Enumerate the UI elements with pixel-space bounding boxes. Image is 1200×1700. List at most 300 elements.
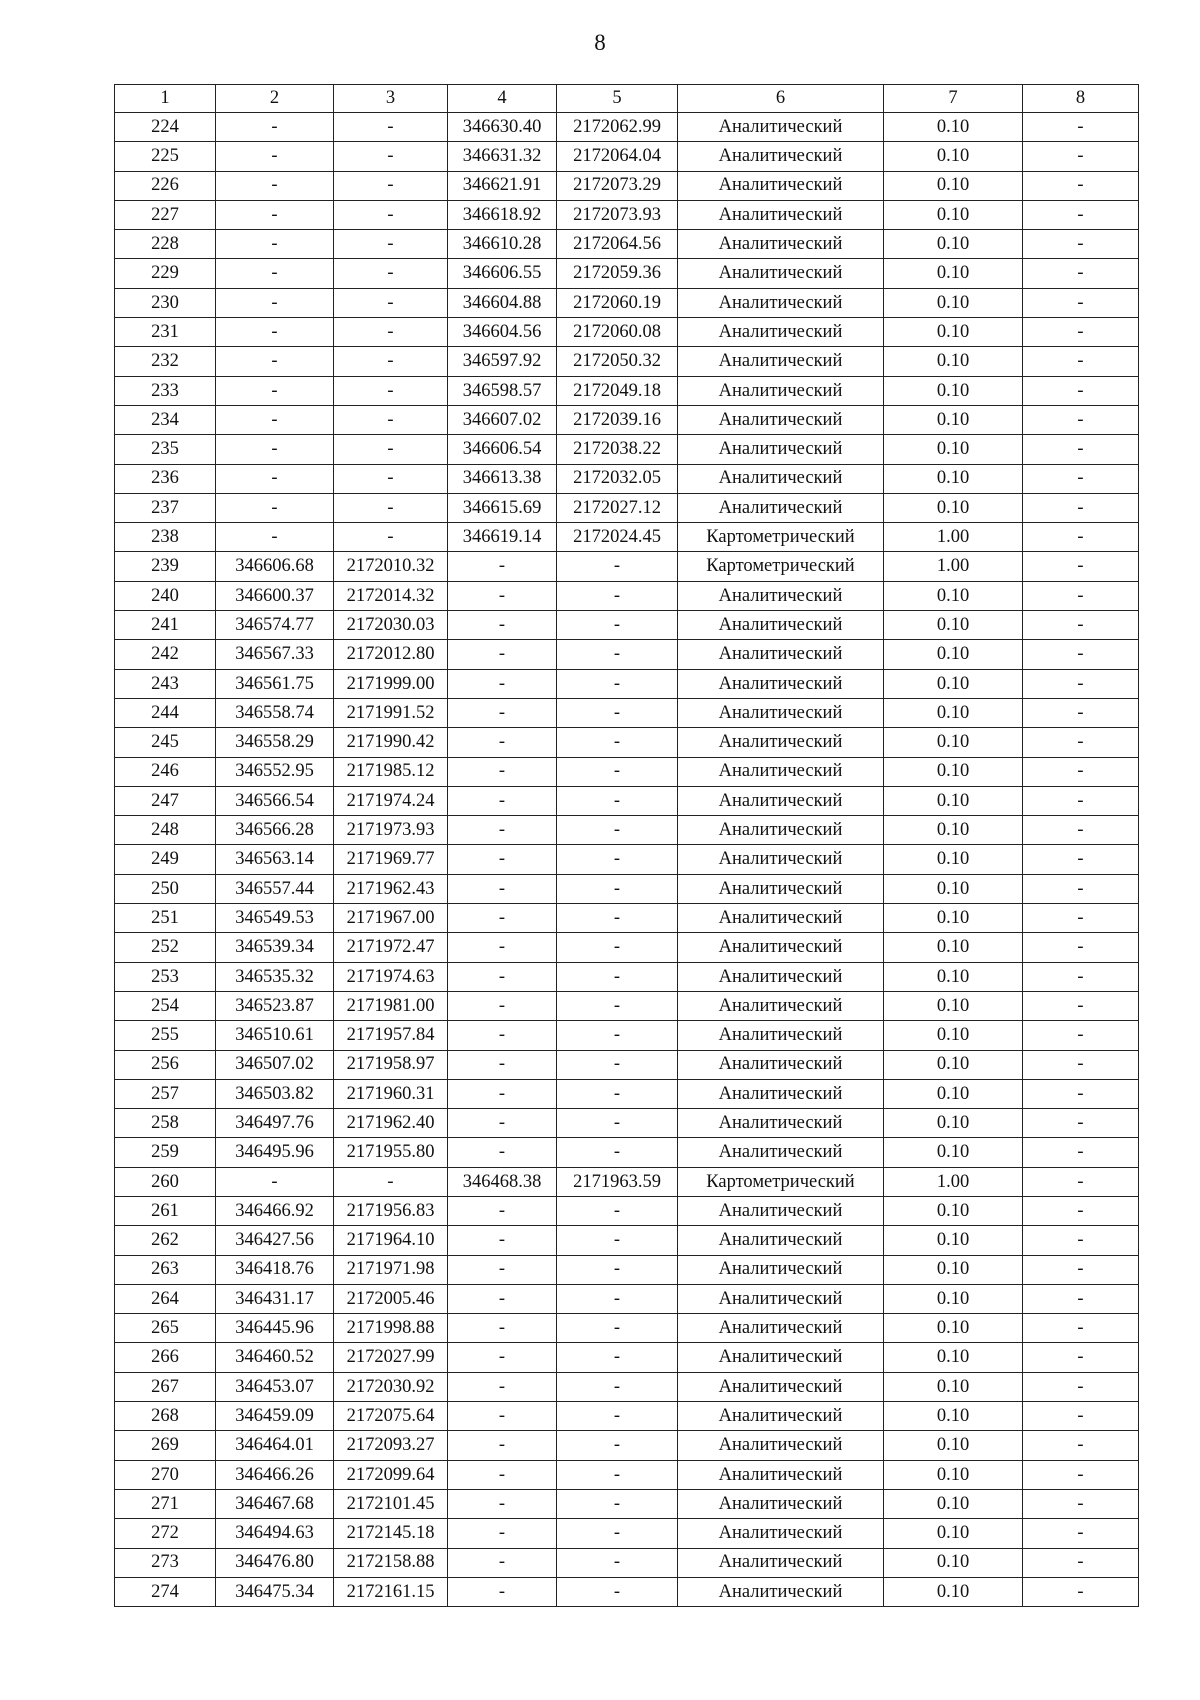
new-x-cell: - xyxy=(448,1489,557,1518)
method-cell: Аналитический xyxy=(678,581,884,610)
new-y-cell: - xyxy=(557,1138,678,1167)
method-cell: Аналитический xyxy=(678,1489,884,1518)
method-cell: Аналитический xyxy=(678,1255,884,1284)
existing-x-cell: - xyxy=(216,200,334,229)
description-cell: - xyxy=(1023,640,1139,669)
existing-y-cell: 2171998.88 xyxy=(334,1314,448,1343)
coordinates-table xyxy=(114,84,1139,1607)
existing-x-cell: 346510.61 xyxy=(216,1021,334,1050)
point-number-cell: 262 xyxy=(115,1226,216,1255)
table-row xyxy=(115,669,1139,698)
accuracy-cell: 0.10 xyxy=(884,171,1023,200)
method-cell: Аналитический xyxy=(678,376,884,405)
description-cell: - xyxy=(1023,1226,1139,1255)
existing-y-cell: 2172075.64 xyxy=(334,1402,448,1431)
method-cell: Аналитический xyxy=(678,786,884,815)
method-cell: Аналитический xyxy=(678,1402,884,1431)
accuracy-cell: 0.10 xyxy=(884,904,1023,933)
description-cell: - xyxy=(1023,552,1139,581)
new-y-cell: - xyxy=(557,1021,678,1050)
existing-y-cell: - xyxy=(334,464,448,493)
existing-x-cell: 346503.82 xyxy=(216,1079,334,1108)
accuracy-cell: 0.10 xyxy=(884,640,1023,669)
point-number-cell: 266 xyxy=(115,1343,216,1372)
existing-x-cell: 346418.76 xyxy=(216,1255,334,1284)
new-y-cell: 2172024.45 xyxy=(557,523,678,552)
method-cell: Аналитический xyxy=(678,757,884,786)
table-row xyxy=(115,1284,1139,1313)
new-x-cell: - xyxy=(448,728,557,757)
new-y-cell: - xyxy=(557,1489,678,1518)
table-row xyxy=(115,1109,1139,1138)
existing-y-cell: 2171958.97 xyxy=(334,1050,448,1079)
existing-x-cell: 346552.95 xyxy=(216,757,334,786)
table-row xyxy=(115,933,1139,962)
new-y-cell: 2172064.56 xyxy=(557,230,678,259)
existing-y-cell: - xyxy=(334,113,448,142)
new-y-cell: - xyxy=(557,1402,678,1431)
accuracy-cell: 0.10 xyxy=(884,405,1023,434)
description-cell: - xyxy=(1023,962,1139,991)
description-cell: - xyxy=(1023,1402,1139,1431)
table-row xyxy=(115,142,1139,171)
new-y-cell: - xyxy=(557,1284,678,1313)
description-cell: - xyxy=(1023,1519,1139,1548)
new-y-cell: 2172027.12 xyxy=(557,493,678,522)
accuracy-cell: 0.10 xyxy=(884,874,1023,903)
new-x-cell: - xyxy=(448,669,557,698)
new-x-cell: - xyxy=(448,786,557,815)
existing-y-cell: 2171957.84 xyxy=(334,1021,448,1050)
description-cell: - xyxy=(1023,1431,1139,1460)
new-y-cell: - xyxy=(557,1460,678,1489)
existing-x-cell: 346549.53 xyxy=(216,904,334,933)
existing-x-cell: 346566.54 xyxy=(216,786,334,815)
description-cell: - xyxy=(1023,845,1139,874)
method-cell: Аналитический xyxy=(678,464,884,493)
description-cell: - xyxy=(1023,523,1139,552)
accuracy-cell: 0.10 xyxy=(884,347,1023,376)
existing-x-cell: - xyxy=(216,288,334,317)
existing-y-cell: 2172014.32 xyxy=(334,581,448,610)
method-cell: Аналитический xyxy=(678,1021,884,1050)
new-x-cell: - xyxy=(448,611,557,640)
accuracy-cell: 0.10 xyxy=(884,1196,1023,1225)
description-cell: - xyxy=(1023,1372,1139,1401)
point-number-cell: 270 xyxy=(115,1460,216,1489)
accuracy-cell: 0.10 xyxy=(884,1314,1023,1343)
method-cell: Аналитический xyxy=(678,1226,884,1255)
new-y-cell: 2172073.29 xyxy=(557,171,678,200)
table-row xyxy=(115,1343,1139,1372)
description-cell: - xyxy=(1023,816,1139,845)
description-cell: - xyxy=(1023,1343,1139,1372)
column-header: 3 xyxy=(334,85,448,113)
point-number-cell: 234 xyxy=(115,405,216,434)
existing-y-cell: - xyxy=(334,142,448,171)
point-number-cell: 248 xyxy=(115,816,216,845)
new-y-cell: 2172060.08 xyxy=(557,318,678,347)
new-y-cell: 2172062.99 xyxy=(557,113,678,142)
new-x-cell: - xyxy=(448,816,557,845)
description-cell: - xyxy=(1023,288,1139,317)
new-y-cell: - xyxy=(557,1050,678,1079)
description-cell: - xyxy=(1023,171,1139,200)
existing-y-cell: 2172093.27 xyxy=(334,1431,448,1460)
new-y-cell: 2172060.19 xyxy=(557,288,678,317)
table-row xyxy=(115,991,1139,1020)
new-x-cell: - xyxy=(448,1343,557,1372)
accuracy-cell: 0.10 xyxy=(884,816,1023,845)
accuracy-cell: 0.10 xyxy=(884,698,1023,727)
description-cell: - xyxy=(1023,1109,1139,1138)
table-row xyxy=(115,1226,1139,1255)
column-header: 7 xyxy=(884,85,1023,113)
new-y-cell: 2172050.32 xyxy=(557,347,678,376)
existing-y-cell: 2171972.47 xyxy=(334,933,448,962)
new-x-cell: - xyxy=(448,1021,557,1050)
point-number-cell: 273 xyxy=(115,1548,216,1577)
existing-x-cell: 346427.56 xyxy=(216,1226,334,1255)
existing-x-cell: - xyxy=(216,259,334,288)
description-cell: - xyxy=(1023,405,1139,434)
existing-x-cell: - xyxy=(216,318,334,347)
method-cell: Аналитический xyxy=(678,1138,884,1167)
new-y-cell: - xyxy=(557,1255,678,1284)
description-cell: - xyxy=(1023,991,1139,1020)
new-x-cell: 346619.14 xyxy=(448,523,557,552)
description-cell: - xyxy=(1023,1314,1139,1343)
description-cell: - xyxy=(1023,728,1139,757)
new-y-cell: - xyxy=(557,1343,678,1372)
accuracy-cell: 0.10 xyxy=(884,376,1023,405)
method-cell: Аналитический xyxy=(678,904,884,933)
new-y-cell: - xyxy=(557,874,678,903)
table-row xyxy=(115,288,1139,317)
new-y-cell: 2172049.18 xyxy=(557,376,678,405)
point-number-cell: 261 xyxy=(115,1196,216,1225)
column-header: 5 xyxy=(557,85,678,113)
point-number-cell: 251 xyxy=(115,904,216,933)
accuracy-cell: 0.10 xyxy=(884,1079,1023,1108)
existing-x-cell: 346606.68 xyxy=(216,552,334,581)
point-number-cell: 246 xyxy=(115,757,216,786)
table-row xyxy=(115,1402,1139,1431)
existing-y-cell: 2171956.83 xyxy=(334,1196,448,1225)
new-x-cell: - xyxy=(448,1519,557,1548)
existing-y-cell: - xyxy=(334,259,448,288)
existing-x-cell: 346467.68 xyxy=(216,1489,334,1518)
method-cell: Аналитический xyxy=(678,728,884,757)
existing-x-cell: 346600.37 xyxy=(216,581,334,610)
new-x-cell: - xyxy=(448,874,557,903)
existing-x-cell: - xyxy=(216,464,334,493)
existing-y-cell: 2172027.99 xyxy=(334,1343,448,1372)
point-number-cell: 244 xyxy=(115,698,216,727)
existing-x-cell: 346523.87 xyxy=(216,991,334,1020)
column-header: 1 xyxy=(115,85,216,113)
existing-y-cell: - xyxy=(334,230,448,259)
accuracy-cell: 0.10 xyxy=(884,288,1023,317)
method-cell: Аналитический xyxy=(678,1196,884,1225)
existing-x-cell: 346466.92 xyxy=(216,1196,334,1225)
existing-x-cell: - xyxy=(216,142,334,171)
new-y-cell: - xyxy=(557,991,678,1020)
existing-x-cell: - xyxy=(216,171,334,200)
accuracy-cell: 0.10 xyxy=(884,1577,1023,1606)
existing-y-cell: 2172161.15 xyxy=(334,1577,448,1606)
new-x-cell: - xyxy=(448,1431,557,1460)
point-number-cell: 236 xyxy=(115,464,216,493)
point-number-cell: 241 xyxy=(115,611,216,640)
new-y-cell: 2171963.59 xyxy=(557,1167,678,1196)
method-cell: Аналитический xyxy=(678,991,884,1020)
existing-y-cell: - xyxy=(334,347,448,376)
point-number-cell: 238 xyxy=(115,523,216,552)
new-y-cell: 2172032.05 xyxy=(557,464,678,493)
new-x-cell: - xyxy=(448,933,557,962)
method-cell: Аналитический xyxy=(678,611,884,640)
existing-x-cell: 346476.80 xyxy=(216,1548,334,1577)
description-cell: - xyxy=(1023,1021,1139,1050)
table-row xyxy=(115,464,1139,493)
description-cell: - xyxy=(1023,786,1139,815)
method-cell: Аналитический xyxy=(678,259,884,288)
point-number-cell: 254 xyxy=(115,991,216,1020)
new-x-cell: - xyxy=(448,991,557,1020)
description-cell: - xyxy=(1023,1255,1139,1284)
new-y-cell: - xyxy=(557,1577,678,1606)
new-x-cell: - xyxy=(448,640,557,669)
description-cell: - xyxy=(1023,435,1139,464)
table-row xyxy=(115,318,1139,347)
new-y-cell: 2172038.22 xyxy=(557,435,678,464)
method-cell: Аналитический xyxy=(678,698,884,727)
table-row xyxy=(115,1196,1139,1225)
method-cell: Аналитический xyxy=(678,1548,884,1577)
existing-y-cell: 2171969.77 xyxy=(334,845,448,874)
existing-x-cell: 346460.52 xyxy=(216,1343,334,1372)
existing-y-cell: 2171971.98 xyxy=(334,1255,448,1284)
description-cell: - xyxy=(1023,874,1139,903)
accuracy-cell: 0.10 xyxy=(884,669,1023,698)
method-cell: Аналитический xyxy=(678,874,884,903)
point-number-cell: 237 xyxy=(115,493,216,522)
existing-x-cell: 346567.33 xyxy=(216,640,334,669)
accuracy-cell: 0.10 xyxy=(884,786,1023,815)
column-header: 2 xyxy=(216,85,334,113)
accuracy-cell: 0.10 xyxy=(884,991,1023,1020)
new-x-cell: - xyxy=(448,904,557,933)
point-number-cell: 264 xyxy=(115,1284,216,1313)
point-number-cell: 257 xyxy=(115,1079,216,1108)
accuracy-cell: 0.10 xyxy=(884,259,1023,288)
point-number-cell: 255 xyxy=(115,1021,216,1050)
new-y-cell: - xyxy=(557,1372,678,1401)
accuracy-cell: 0.10 xyxy=(884,1255,1023,1284)
existing-y-cell: 2172099.64 xyxy=(334,1460,448,1489)
table-row xyxy=(115,581,1139,610)
accuracy-cell: 0.10 xyxy=(884,757,1023,786)
method-cell: Аналитический xyxy=(678,288,884,317)
description-cell: - xyxy=(1023,757,1139,786)
point-number-cell: 268 xyxy=(115,1402,216,1431)
point-number-cell: 242 xyxy=(115,640,216,669)
new-y-cell: - xyxy=(557,904,678,933)
point-number-cell: 227 xyxy=(115,200,216,229)
new-x-cell: 346631.32 xyxy=(448,142,557,171)
new-x-cell: 346621.91 xyxy=(448,171,557,200)
new-y-cell: - xyxy=(557,640,678,669)
description-cell: - xyxy=(1023,230,1139,259)
table-row xyxy=(115,200,1139,229)
existing-y-cell: - xyxy=(334,200,448,229)
point-number-cell: 271 xyxy=(115,1489,216,1518)
point-number-cell: 247 xyxy=(115,786,216,815)
table-row xyxy=(115,816,1139,845)
new-y-cell: - xyxy=(557,611,678,640)
accuracy-cell: 0.10 xyxy=(884,113,1023,142)
existing-y-cell: 2171960.31 xyxy=(334,1079,448,1108)
description-cell: - xyxy=(1023,933,1139,962)
existing-y-cell: 2171973.93 xyxy=(334,816,448,845)
new-x-cell: - xyxy=(448,1109,557,1138)
method-cell: Картометрический xyxy=(678,1167,884,1196)
table-row xyxy=(115,1577,1139,1606)
method-cell: Аналитический xyxy=(678,933,884,962)
point-number-cell: 252 xyxy=(115,933,216,962)
description-cell: - xyxy=(1023,1489,1139,1518)
table-row xyxy=(115,376,1139,405)
description-cell: - xyxy=(1023,1548,1139,1577)
table-row xyxy=(115,904,1139,933)
table-row xyxy=(115,230,1139,259)
new-y-cell: - xyxy=(557,1196,678,1225)
accuracy-cell: 0.10 xyxy=(884,230,1023,259)
description-cell: - xyxy=(1023,493,1139,522)
new-y-cell: - xyxy=(557,728,678,757)
new-y-cell: - xyxy=(557,1548,678,1577)
existing-x-cell: 346539.34 xyxy=(216,933,334,962)
existing-y-cell: 2171962.43 xyxy=(334,874,448,903)
accuracy-cell: 0.10 xyxy=(884,1343,1023,1372)
accuracy-cell: 0.10 xyxy=(884,611,1023,640)
description-cell: - xyxy=(1023,318,1139,347)
existing-y-cell: 2171974.24 xyxy=(334,786,448,815)
description-cell: - xyxy=(1023,1577,1139,1606)
new-x-cell: - xyxy=(448,1402,557,1431)
existing-x-cell: 346566.28 xyxy=(216,816,334,845)
method-cell: Аналитический xyxy=(678,435,884,464)
description-cell: - xyxy=(1023,1167,1139,1196)
point-number-cell: 260 xyxy=(115,1167,216,1196)
method-cell: Аналитический xyxy=(678,1519,884,1548)
point-number-cell: 224 xyxy=(115,113,216,142)
column-header: 8 xyxy=(1023,85,1139,113)
existing-y-cell: 2172030.03 xyxy=(334,611,448,640)
new-y-cell: 2172059.36 xyxy=(557,259,678,288)
existing-x-cell: 346495.96 xyxy=(216,1138,334,1167)
new-x-cell: - xyxy=(448,845,557,874)
new-x-cell: - xyxy=(448,1372,557,1401)
new-x-cell: - xyxy=(448,1314,557,1343)
method-cell: Аналитический xyxy=(678,1284,884,1313)
new-x-cell: - xyxy=(448,1050,557,1079)
table-row xyxy=(115,640,1139,669)
description-cell: - xyxy=(1023,1138,1139,1167)
description-cell: - xyxy=(1023,142,1139,171)
new-x-cell: 346615.69 xyxy=(448,493,557,522)
existing-y-cell: - xyxy=(334,318,448,347)
point-number-cell: 235 xyxy=(115,435,216,464)
table-row xyxy=(115,523,1139,552)
point-number-cell: 240 xyxy=(115,581,216,610)
method-cell: Аналитический xyxy=(678,1577,884,1606)
existing-y-cell: 2171974.63 xyxy=(334,962,448,991)
method-cell: Аналитический xyxy=(678,171,884,200)
existing-x-cell: 346535.32 xyxy=(216,962,334,991)
new-y-cell: - xyxy=(557,1431,678,1460)
new-x-cell: - xyxy=(448,1255,557,1284)
existing-y-cell: 2172005.46 xyxy=(334,1284,448,1313)
existing-x-cell: - xyxy=(216,405,334,434)
column-header: 6 xyxy=(678,85,884,113)
description-cell: - xyxy=(1023,376,1139,405)
new-x-cell: 346613.38 xyxy=(448,464,557,493)
accuracy-cell: 0.10 xyxy=(884,200,1023,229)
table-row xyxy=(115,611,1139,640)
method-cell: Аналитический xyxy=(678,318,884,347)
table-row xyxy=(115,728,1139,757)
existing-x-cell: 346431.17 xyxy=(216,1284,334,1313)
method-cell: Аналитический xyxy=(678,640,884,669)
existing-y-cell: - xyxy=(334,435,448,464)
method-cell: Аналитический xyxy=(678,962,884,991)
existing-y-cell: - xyxy=(334,171,448,200)
new-y-cell: 2172039.16 xyxy=(557,405,678,434)
existing-y-cell: 2172145.18 xyxy=(334,1519,448,1548)
existing-y-cell: 2172158.88 xyxy=(334,1548,448,1577)
existing-x-cell: 346445.96 xyxy=(216,1314,334,1343)
new-y-cell: - xyxy=(557,816,678,845)
accuracy-cell: 0.10 xyxy=(884,933,1023,962)
description-cell: - xyxy=(1023,464,1139,493)
accuracy-cell: 0.10 xyxy=(884,1284,1023,1313)
existing-y-cell: 2172010.32 xyxy=(334,552,448,581)
point-number-cell: 267 xyxy=(115,1372,216,1401)
table-row xyxy=(115,1138,1139,1167)
existing-y-cell: 2171981.00 xyxy=(334,991,448,1020)
new-y-cell: - xyxy=(557,669,678,698)
new-x-cell: - xyxy=(448,1577,557,1606)
new-x-cell: - xyxy=(448,552,557,581)
table-row xyxy=(115,1050,1139,1079)
new-x-cell: 346597.92 xyxy=(448,347,557,376)
method-cell: Картометрический xyxy=(678,552,884,581)
table-row xyxy=(115,493,1139,522)
table-row xyxy=(115,1314,1139,1343)
description-cell: - xyxy=(1023,904,1139,933)
description-cell: - xyxy=(1023,1079,1139,1108)
method-cell: Аналитический xyxy=(678,113,884,142)
existing-x-cell: 346466.26 xyxy=(216,1460,334,1489)
description-cell: - xyxy=(1023,1050,1139,1079)
method-cell: Аналитический xyxy=(678,1050,884,1079)
accuracy-cell: 0.10 xyxy=(884,728,1023,757)
existing-x-cell: - xyxy=(216,230,334,259)
accuracy-cell: 0.10 xyxy=(884,1519,1023,1548)
accuracy-cell: 0.10 xyxy=(884,1489,1023,1518)
